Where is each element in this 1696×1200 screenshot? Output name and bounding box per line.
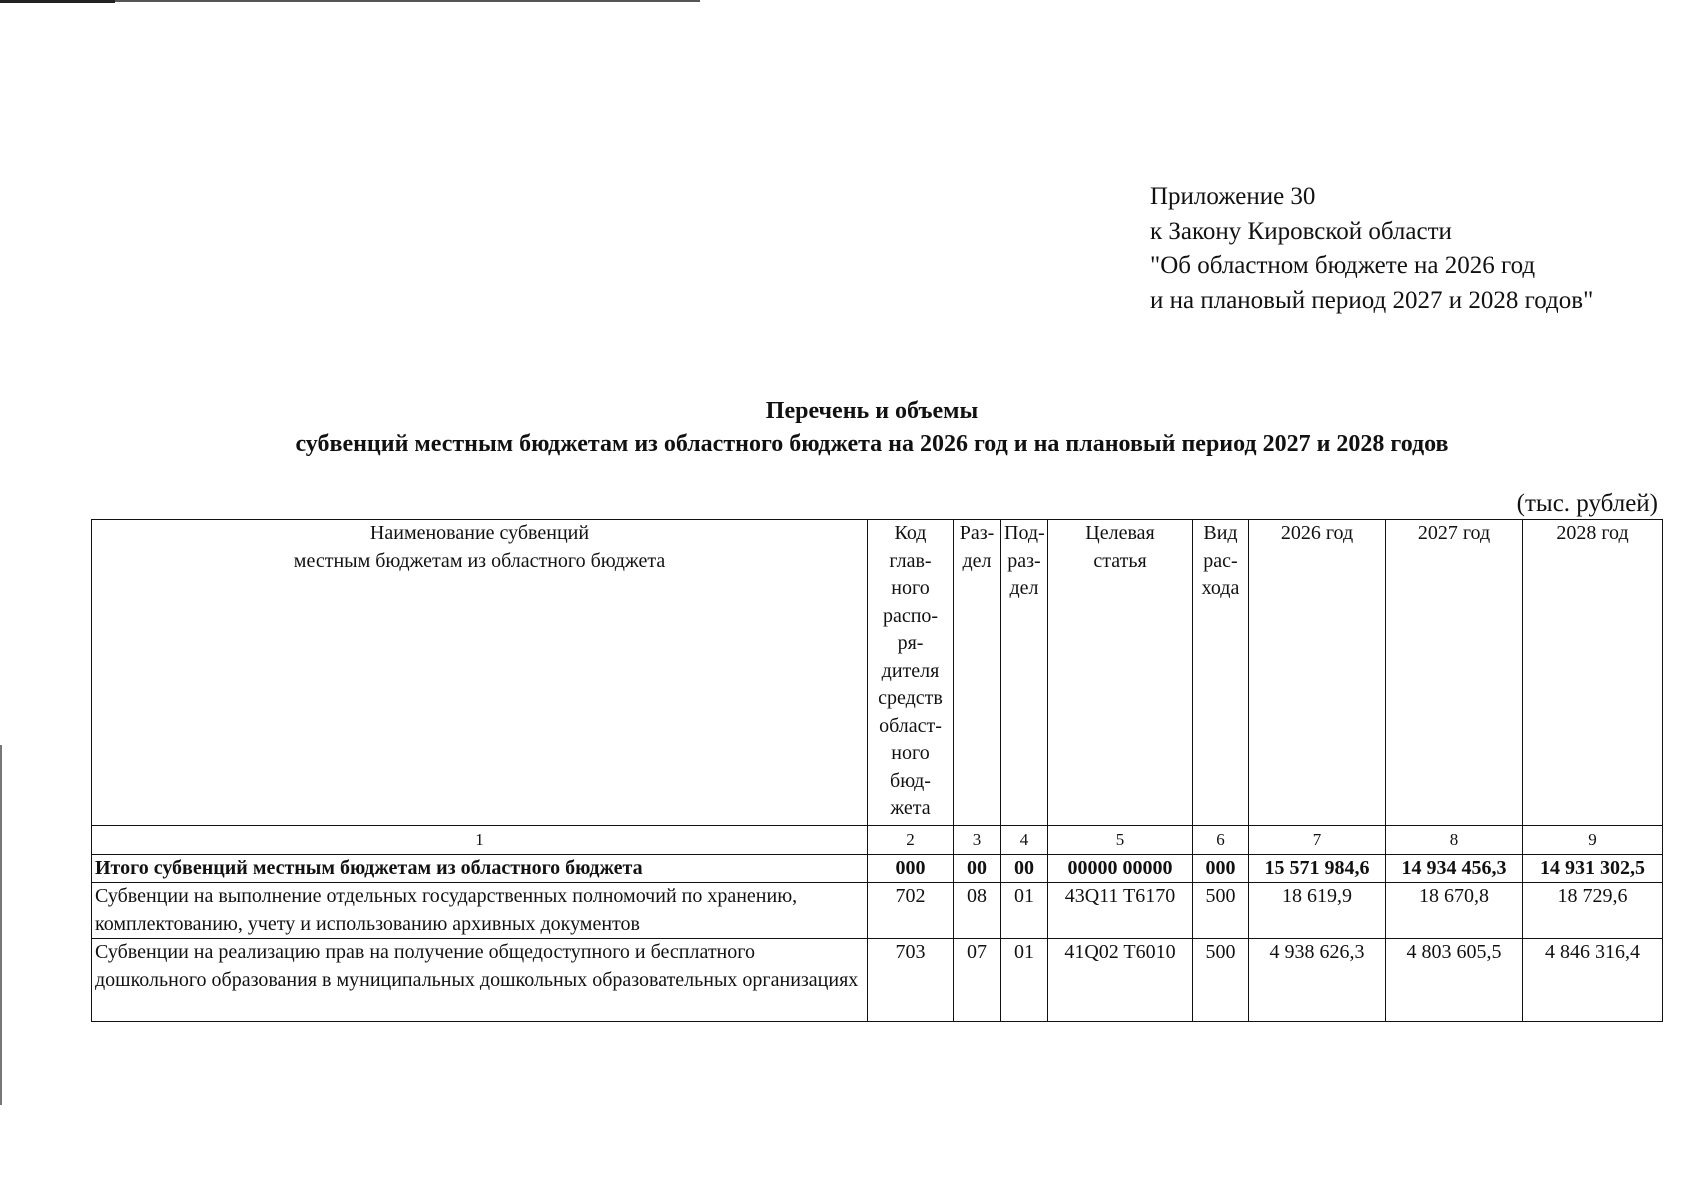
header-code-part: Код — [894, 522, 927, 544]
column-numbers-row — [92, 826, 1663, 855]
header-kind-part: Вид — [1203, 522, 1238, 544]
row-subsection: 01 — [1001, 939, 1048, 1022]
total-2027: 14 934 456,3 — [1386, 854, 1523, 883]
table-row — [92, 883, 1663, 939]
header-code-part: ря- — [897, 632, 924, 654]
header-target-part: статья — [1093, 549, 1147, 572]
total-section: 00 — [954, 854, 1001, 883]
header-section — [954, 520, 1001, 826]
header-name-line-2: местным бюджетам из областного бюджета — [293, 549, 666, 572]
row-2026: 4 938 626,3 — [1249, 939, 1386, 1022]
row-2028: 4 846 316,4 — [1523, 939, 1663, 1022]
header-code-part: ного — [891, 742, 930, 764]
header-code-part: жета — [890, 797, 931, 819]
row-section: 07 — [954, 939, 1001, 1022]
header-2026: 2026 год — [1249, 520, 1386, 826]
header-subsection-part: дел — [1009, 577, 1039, 599]
row-kind: 500 — [1193, 939, 1249, 1022]
scan-edge-mark — [0, 0, 115, 3]
header-code-part: област- — [879, 714, 942, 737]
header-target-part: Целевая — [1085, 522, 1155, 544]
header-name — [92, 520, 868, 826]
header-kind-part: рас- — [1203, 549, 1238, 572]
total-row — [92, 854, 1663, 883]
header-code — [868, 520, 954, 826]
row-section: 08 — [954, 883, 1001, 939]
column-number: 6 — [1193, 826, 1249, 855]
total-kind: 000 — [1193, 854, 1249, 883]
header-subsection — [1001, 520, 1048, 826]
total-target: 00000 00000 — [1048, 854, 1193, 883]
appendix-line-4: и на плановый период 2027 и 2028 годов" — [1150, 286, 1594, 314]
units-note: (тыс. рублей) — [1516, 490, 1658, 517]
row-kind: 500 — [1193, 883, 1249, 939]
total-name: Итого субвенций местным бюджетам из областного бюджета — [92, 854, 868, 883]
column-number: 4 — [1001, 826, 1048, 855]
appendix-line-2: к Закону Кировской области — [1150, 217, 1452, 245]
column-number: 9 — [1523, 826, 1663, 855]
appendix-reference — [1150, 180, 1593, 318]
row-2028: 18 729,6 — [1523, 883, 1663, 939]
row-target: 43Q11 T6170 — [1048, 883, 1193, 939]
header-kind — [1193, 520, 1249, 826]
total-subsection: 00 — [1001, 854, 1048, 883]
header-code-part: дителя — [881, 659, 940, 682]
row-code: 702 — [868, 883, 954, 939]
header-section-part: Раз- — [959, 522, 995, 544]
header-code-part: глав- — [889, 549, 932, 572]
header-code-part: распо- — [882, 604, 939, 627]
row-subsection: 01 — [1001, 883, 1048, 939]
total-2028: 14 931 302,5 — [1523, 854, 1663, 883]
header-code-part: средств — [878, 687, 943, 709]
header-2028: 2028 год — [1523, 520, 1663, 826]
row-2026: 18 619,9 — [1249, 883, 1386, 939]
appendix-line-1: Приложение 30 — [1150, 183, 1316, 210]
appendix-line-3: "Об областном бюджете на 2026 год — [1150, 252, 1536, 279]
row-name: Субвенции на реализацию прав на получение общедоступного и бесплатного дошкольного образования в муниципальных дошкольных образовательных организациях — [92, 939, 868, 1022]
row-2027: 4 803 605,5 — [1386, 939, 1523, 1022]
header-target — [1048, 520, 1193, 826]
table-row — [92, 939, 1663, 1022]
column-number: 3 — [954, 826, 1001, 855]
table-header-row — [92, 520, 1663, 826]
document-title-line-1: Перечень и объемы — [765, 398, 979, 424]
scan-left-edge — [0, 745, 2, 1105]
row-2027: 18 670,8 — [1386, 883, 1523, 939]
total-2026: 15 571 984,6 — [1249, 854, 1386, 883]
column-number: 8 — [1386, 826, 1523, 855]
row-name: Субвенции на выполнение отдельных государственных полномочий по хранению, комплектованию, учету и использованию архивных документов — [92, 883, 868, 939]
header-name-line-1: Наименование субвенций — [369, 522, 590, 544]
header-2027: 2027 год — [1386, 520, 1523, 826]
document-title-line-2: субвенций местным бюджетам из областного бюджета на 2026 год и на плановый период 2027 и 2028 годов — [295, 431, 1449, 457]
column-number: 5 — [1048, 826, 1193, 855]
header-subsection-part: Под- — [1004, 522, 1045, 544]
total-code: 000 — [868, 854, 954, 883]
row-code: 703 — [868, 939, 954, 1022]
header-kind-part: хода — [1201, 577, 1240, 599]
row-target: 41Q02 T6010 — [1048, 939, 1193, 1022]
column-number: 2 — [868, 826, 954, 855]
header-section-part: дел — [962, 549, 992, 572]
header-code-part: ного — [891, 577, 930, 599]
header-code-part: бюд- — [890, 769, 931, 792]
column-number: 7 — [1249, 826, 1386, 855]
subventions-table — [91, 519, 1663, 1022]
column-number: 1 — [92, 826, 868, 855]
header-subsection-part: раз- — [1007, 549, 1041, 572]
